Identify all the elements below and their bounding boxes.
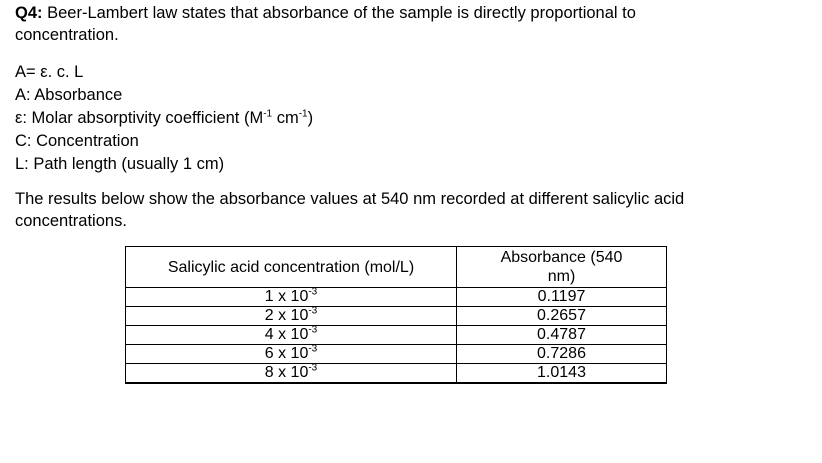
- concentration-base: 1 x 10: [264, 288, 309, 305]
- concentration-base: 8 x 10: [264, 364, 309, 381]
- molar-exponent-2: -1: [298, 108, 308, 120]
- definition-path-length: L: Path length (usually 1 cm): [15, 155, 225, 173]
- concentration-cell: [126, 364, 457, 384]
- table-row: [126, 326, 667, 345]
- table-header-row: [126, 247, 667, 288]
- concentration-exponent: -3: [308, 305, 318, 317]
- concentration-cell: [126, 326, 457, 345]
- results-paragraph: [15, 188, 782, 232]
- concentration-cell: [126, 345, 457, 364]
- table-row: [126, 307, 667, 326]
- concentration-exponent: -3: [308, 343, 318, 355]
- absorbance-cell: 0.1197: [457, 288, 667, 307]
- table-row: [126, 345, 667, 364]
- concentration-base: 6 x 10: [264, 345, 309, 362]
- data-table: [125, 246, 667, 384]
- absorbance-cell: 0.2657: [457, 307, 667, 326]
- header-absorbance-line2: nm): [547, 268, 576, 285]
- header-concentration: Salicylic acid concentration (mol/L): [126, 247, 457, 288]
- question-paragraph: [15, 2, 782, 46]
- definition-molar-absorptivity: [15, 107, 782, 130]
- definition-concentration: C: Concentration: [15, 132, 139, 150]
- absorbance-cell: 0.7286: [457, 345, 667, 364]
- concentration-exponent: -3: [308, 324, 318, 336]
- molar-prefix: ε: Molar absorptivity coefficient (M: [15, 109, 264, 127]
- absorbance-cell: 0.4787: [457, 326, 667, 345]
- question-label: Q4:: [15, 4, 43, 22]
- absorbance-cell: 1.0143: [457, 364, 667, 384]
- molar-mid: cm: [272, 109, 299, 127]
- results-line-2: concentrations.: [15, 212, 127, 230]
- concentration-base: 4 x 10: [264, 326, 309, 343]
- concentration-base: 2 x 10: [264, 307, 309, 324]
- table-row: [126, 364, 667, 384]
- header-absorbance: [457, 247, 667, 288]
- table-row: [126, 288, 667, 307]
- concentration-exponent: -3: [308, 286, 318, 298]
- question-line-1: [15, 2, 782, 24]
- question-text-2: concentration.: [15, 26, 119, 44]
- formula-section: [15, 61, 782, 176]
- header-absorbance-line1: Absorbance (540: [500, 249, 623, 266]
- molar-exponent-1: -1: [263, 108, 273, 120]
- results-line-1: The results below show the absorbance values at 540 nm recorded at different salicylic acid: [15, 190, 685, 208]
- concentration-exponent: -3: [308, 362, 318, 374]
- formula-equation: A= ε. c. L: [15, 63, 84, 81]
- concentration-cell: [126, 307, 457, 326]
- definition-absorbance: A: Absorbance: [15, 86, 123, 104]
- concentration-cell: [126, 288, 457, 307]
- question-text-1: Beer-Lambert law states that absorbance of the sample is directly proportional to: [47, 4, 636, 22]
- molar-suffix: ): [307, 109, 314, 127]
